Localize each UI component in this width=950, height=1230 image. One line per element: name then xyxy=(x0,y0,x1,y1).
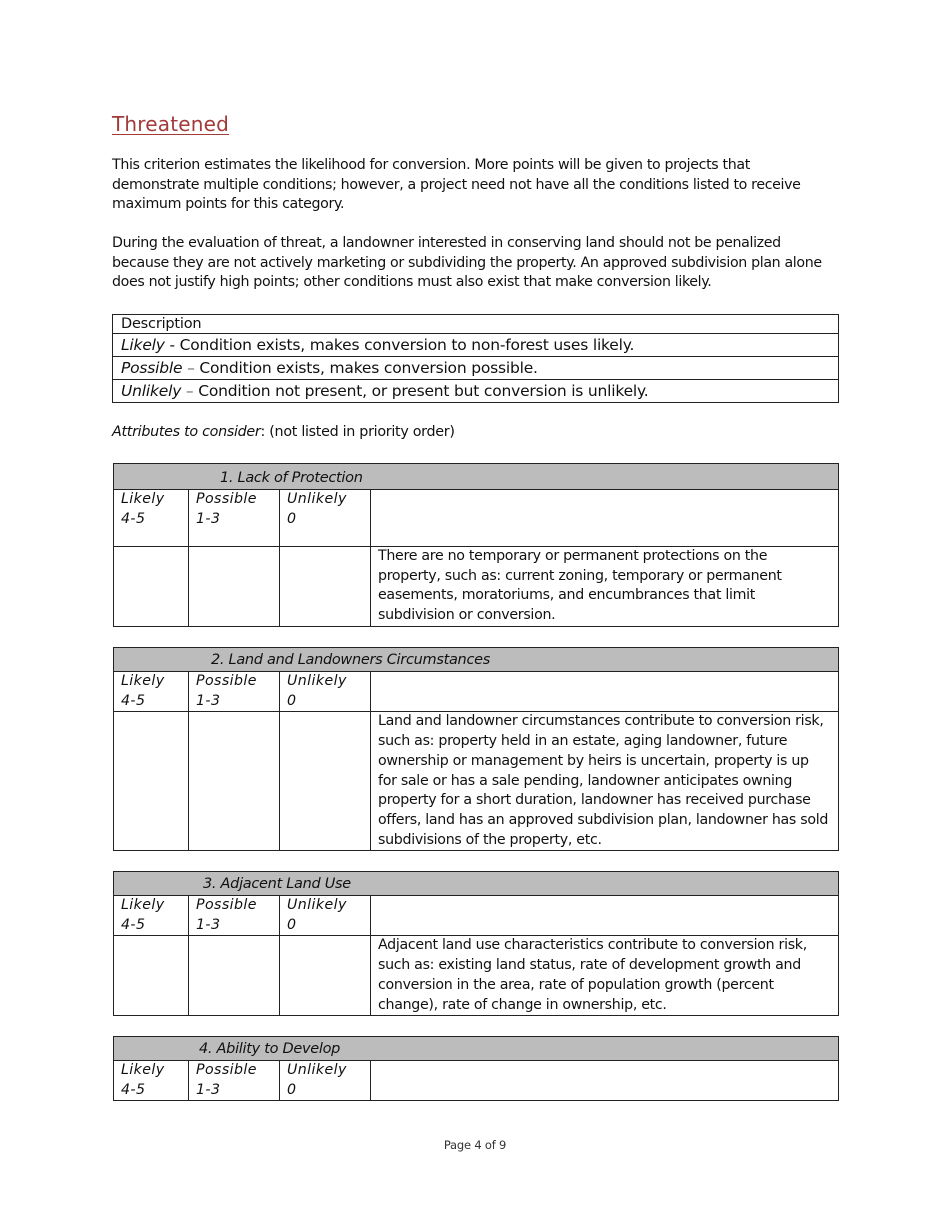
threat-evaluation-paragraph: During the evaluation of threat, a landowner interested in conserving land should not be penalized because they are not actively marketing or subdividing the property. An approved subdivision plan alone does not justify high points; other conditions must also exist that make conversion likely. xyxy=(112,235,822,291)
separator: – xyxy=(181,382,199,400)
level-likely: Likely 4-5 xyxy=(114,1061,189,1101)
term-definition: Condition exists, makes conversion to non-forest uses likely. xyxy=(179,336,635,354)
term-possible: Possible xyxy=(121,359,183,377)
level-likely: Likely 4-5 xyxy=(114,672,189,712)
separator: - xyxy=(164,336,180,354)
attributes-suffix: : (not listed in priority order) xyxy=(260,424,455,440)
score-cell-likely[interactable] xyxy=(114,547,189,627)
score-cell-unlikely[interactable] xyxy=(280,936,371,1016)
blank-cell xyxy=(371,1061,839,1101)
attribute-table-1 xyxy=(113,463,839,627)
attribute-title-text: 3. Adjacent Land Use xyxy=(203,876,351,892)
level-unlikely: Unlikely 0 xyxy=(280,672,371,712)
attribute-title xyxy=(114,464,839,490)
attribute-table-4 xyxy=(113,1036,839,1101)
attribute-table-3 xyxy=(113,871,839,1016)
level-unlikely: Unlikely 0 xyxy=(280,1061,371,1101)
attribute-table-2 xyxy=(113,647,839,851)
attribute-title-text: 4. Ability to Develop xyxy=(199,1041,341,1057)
term-definition: Condition exists, makes conversion possible. xyxy=(199,359,538,377)
attributes-intro xyxy=(112,424,455,440)
level-possible: Possible 1-3 xyxy=(189,1061,280,1101)
term-definition: Condition not present, or present but conversion is unlikely. xyxy=(198,382,649,400)
section-heading: Threatened xyxy=(112,112,230,136)
attribute-title-text: 1. Lack of Protection xyxy=(220,470,363,486)
score-cell-possible[interactable] xyxy=(189,712,280,851)
attributes-label: Attributes to consider xyxy=(112,424,261,440)
attribute-description: There are no temporary or permanent protections on the property, such as: current zoning, temporary or permanent easements, moratoriums, and encumbrances that limit subdivision or conversion. xyxy=(371,547,839,627)
level-possible: Possible 1-3 xyxy=(189,896,280,936)
attribute-title xyxy=(114,648,839,672)
attribute-title-text: 2. Land and Landowners Circumstances xyxy=(211,652,490,668)
description-row-likely xyxy=(113,334,839,357)
term-likely: Likely xyxy=(121,336,165,354)
score-cell-unlikely[interactable] xyxy=(280,712,371,851)
level-unlikely: Unlikely 0 xyxy=(280,896,371,936)
level-possible: Possible 1-3 xyxy=(189,490,280,547)
score-cell-possible[interactable] xyxy=(189,547,280,627)
attribute-description: Land and landowner circumstances contribute to conversion risk, such as: property held in an estate, aging landowner, future ownership or management by heirs is uncertain, property is up for sale or has a sale pending, landowner anticipates owning property for a short duration, landowner has received purchase offers, land has an approved subdivision plan, landowner has sold subdivisions of the property, etc. xyxy=(371,712,839,851)
attribute-description: Adjacent land use characteristics contribute to conversion risk, such as: existing land status, rate of development growth and conversion in the area, rate of population growth (percent change), rate of change in ownership, etc. xyxy=(371,936,839,1016)
description-table xyxy=(112,314,839,403)
score-cell-likely[interactable] xyxy=(114,936,189,1016)
level-possible: Possible 1-3 xyxy=(189,672,280,712)
level-likely: Likely 4-5 xyxy=(114,896,189,936)
level-unlikely: Unlikely 0 xyxy=(280,490,371,547)
description-header: Description xyxy=(113,315,839,334)
score-cell-likely[interactable] xyxy=(114,712,189,851)
blank-cell xyxy=(371,672,839,712)
description-row-unlikely xyxy=(113,380,839,403)
term-unlikely: Unlikely xyxy=(121,382,182,400)
blank-cell xyxy=(371,896,839,936)
page-number: Page 4 of 9 xyxy=(443,1138,507,1152)
blank-cell xyxy=(371,490,839,547)
attribute-title xyxy=(114,1037,839,1061)
attribute-title xyxy=(114,872,839,896)
description-row-possible xyxy=(113,357,839,380)
score-cell-unlikely[interactable] xyxy=(280,547,371,627)
separator: – xyxy=(182,359,200,377)
intro-paragraph: This criterion estimates the likelihood for conversion. More points will be given to projects that demonstrate multiple conditions; however, a project need not have all the conditions listed to receive maximum points for this category. xyxy=(112,157,801,213)
level-likely: Likely 4-5 xyxy=(114,490,189,547)
score-cell-possible[interactable] xyxy=(189,936,280,1016)
